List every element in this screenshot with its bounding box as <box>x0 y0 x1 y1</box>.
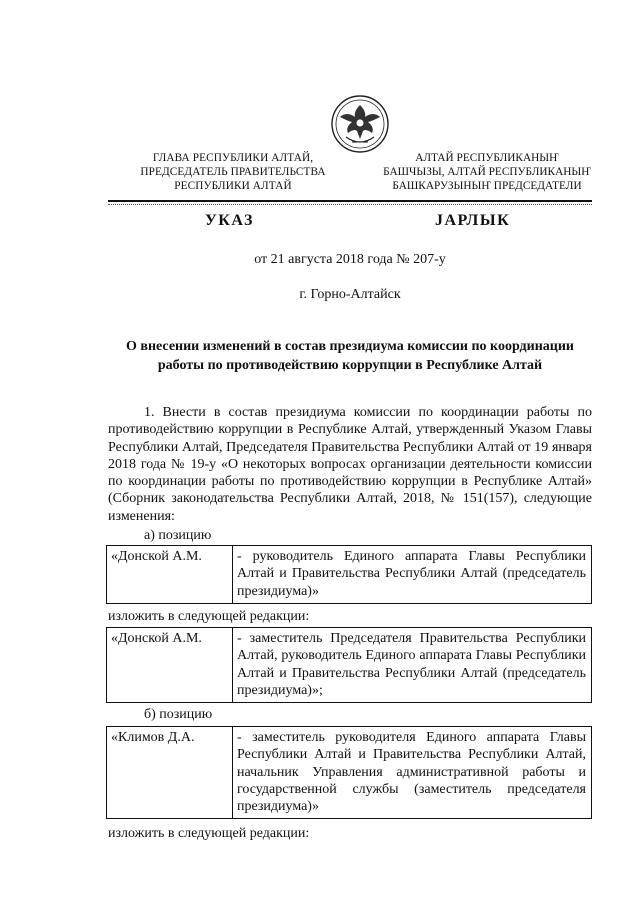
item-b-label: б) позицию <box>144 707 213 722</box>
replace-label: изложить в следующей редакции: <box>108 826 310 841</box>
member-role: - заместитель руководителя Единого аппарата Главы Республики Алтай и Правительства Республики Алтай, начальник Управления административной работы и государственной службы (заместитель председателя президиума)» <box>233 727 592 819</box>
member-role: - руководитель Единого аппарата Главы Республики Алтай и Правительства Республики Алтай (председатель президиума)» <box>233 546 592 604</box>
header-right-line: БАШКАРУЗЫНЫҤ ПРЕДСЕДАТЕЛИ <box>392 180 582 192</box>
header-left-line: ГЛАВА РЕСПУБЛИКИ АЛТАЙ, <box>152 152 314 164</box>
coat-of-arms-emblem <box>330 93 390 155</box>
doc-type-russian: УКАЗ <box>205 212 254 229</box>
member-name: «Донской А.М. <box>107 546 233 604</box>
doc-type-altai: ЈАРЛЫК <box>435 212 511 229</box>
position-table-a-new <box>106 627 592 703</box>
position-table-a-old <box>106 545 592 604</box>
header-divider-dotted <box>108 204 592 205</box>
header-right-line: БАШЧЫЗЫ, АЛТАЙ РЕСПУБЛИКАНЫҤ <box>383 166 591 178</box>
decree-date: от 21 августа 2018 года № 207-у <box>254 252 446 267</box>
paragraph-1: 1. Внести в состав президиума комиссии по координации работы по противодействию коррупции в Республике Алтай, утвержденный Указом Главы Республики Алтай, Председателя Правительства Республики Алтай от 19 января 2018 года № 19-у «О некоторых вопросах организации деятельности комиссии по координации работы по противодействию коррупции в Республике Алтай» (Сборник законодательства Республики Алтай, 2018, № 151(157), следующие изменения: <box>108 405 592 524</box>
member-name: «Климов Д.А. <box>107 727 233 819</box>
header-left-line: ПРЕДСЕДАТЕЛЬ ПРАВИТЕЛЬСТВА <box>140 166 326 178</box>
header-divider <box>108 200 592 202</box>
header-left-block <box>108 151 358 193</box>
member-role: - заместитель Председателя Правительства Республики Алтай, руководитель Единого аппарата Главы Республики Алтай и Правительства Республики Алтай (председатель президиума)»; <box>233 628 592 703</box>
item-a-label: а) позицию <box>144 528 212 543</box>
header-left-line: РЕСПУБЛИКИ АЛТАЙ <box>174 180 292 192</box>
position-table-b-old <box>106 726 592 819</box>
replace-label: изложить в следующей редакции: <box>108 609 310 624</box>
header-right-line: АЛТАЙ РЕСПУБЛИКАНЫҤ <box>415 152 559 164</box>
decree-title: О внесении изменений в состав президиума комиссии по координации работы по противодействию коррупции в Республике Алтай <box>126 339 574 373</box>
header-right-block <box>362 151 612 193</box>
member-name: «Донской А.М. <box>107 628 233 703</box>
decree-city: г. Горно-Алтайск <box>299 287 401 302</box>
